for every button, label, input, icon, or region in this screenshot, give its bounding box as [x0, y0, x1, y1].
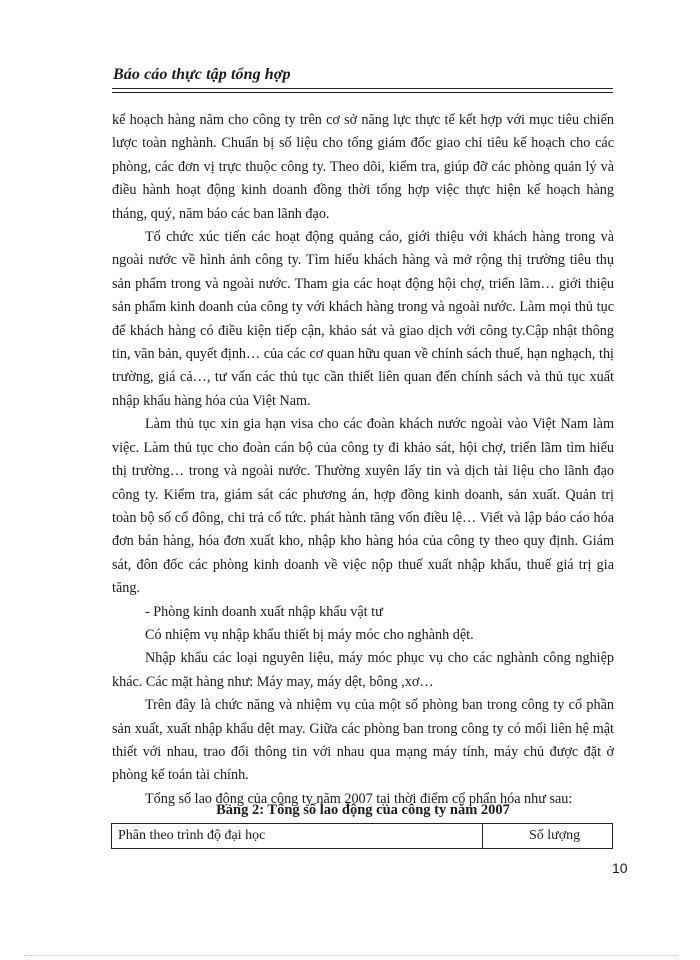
paragraph: Tổng số lao động của công ty năm 2007 tại thời điểm cổ phẩn hóa như sau:: [145, 790, 573, 807]
paragraph: Trên đây là chức năng và nhiệm vụ của một số phòng ban trong công ty cổ phần sản xuất, xuất nhập khẩu dệt may. Giữa các phòng ban trong công ty có mối liên hệ mật thiết với nhau, trao đổi thông tin với nhau qua mạng máy tính, máy chủ được đặt ở phòng kế toán tài chính.: [112, 697, 614, 784]
table-caption: Bảng 2: Tổng số lao động của công ty năm 2007: [216, 802, 510, 818]
table-row: [112, 824, 613, 849]
table-header-cell: Số lượng: [483, 824, 613, 849]
paragraph: Có nhiệm vụ nhập khẩu thiết bị máy móc cho nghành dệt.: [145, 626, 474, 643]
paragraph: kế hoạch hàng năm cho công ty trên cơ sở năng lực thực tế kết hợp với mục tiêu chiến lược toàn nghành. Chuẩn bị số liệu cho tổng giám đốc giao chỉ tiêu kế hoạch cho các phòng, các đơn vị trực thuộc công ty. Theo dõi, kiểm tra, giúp đỡ các phòng quản lý và điều hành hoạt động kinh doanh đồng thời tổng hợp việc thực hiện kế hoạch hàng tháng, quý, năm báo các ban lãnh đạo.: [112, 112, 614, 222]
header-rule: [112, 88, 613, 89]
header-title: Báo cáo thực tập tổng hợp: [113, 66, 291, 83]
page-number: 10: [612, 860, 628, 876]
paragraph: Làm thủ tục xin gia hạn visa cho các đoàn khách nước ngoài vào Việt Nam làm việc. Làm thủ tục cho đoàn cán bộ của công ty đi khảo sát, hội chợ, triển lãm tìm hiểu thị trường… trong và ngoài nước. Thường xuyên lấy tin và dịch tài liệu cho lãnh đạo công ty. Kiểm tra, giám sát các phương án, hợp đồng kinh doanh, sản xuất. Quản trị toàn bộ số cổ đông, chi trả cổ tức. phát hành tăng vốn điều lệ… Viết và lập báo cáo hóa đơn bán hàng, hóa đơn xuất kho, nhập kho hàng hóa của công ty theo quy định. Giám sát, đôn đốc các phòng kinh doanh về việc nộp thuế xuất nhập khẩu, thuế giá trị gia tăng.: [112, 416, 614, 597]
list-item: - Phòng kinh doanh xuất nhập khẩu vật tư: [145, 603, 383, 620]
page-bottom-divider: [24, 955, 676, 956]
staff-table: [111, 823, 613, 849]
paragraph: Tổ chức xúc tiến các hoạt động quảng cáo, giới thiệu với khách hàng trong và ngoài nước về hình ảnh công ty. Tìm hiểu khách hàng và mở rộng thị trường tiêu thụ sản phẩm trong và ngoài nước. Tham gia các hoạt động hội chợ, triển lãm… giới thiệu sản phẩm kinh doanh của công ty với khách hàng trong và ngoài nước. Làm mọi thủ tục để khách hàng có điều kiện tiếp cận, khảo sát và giao dịch với công ty.Cập nhật thông tin, văn bản, quyết định… của các cơ quan hữu quan về chính sách thuế, hạn nghạch, thị trường, giá cả…, tư vấn các thủ tục cần thiết liên quan đến chính sách và thủ tục xuất nhập khẩu hàng hóa của Việt Nam.: [112, 229, 614, 409]
body-text: [112, 109, 614, 811]
paragraph: Nhập khẩu các loại nguyên liệu, máy móc phục vụ cho các nghành công nghiệp khác. Các mặt hàng như: Máy may, máy dệt, bông ,xơ…: [112, 650, 614, 690]
table-header-cell: Phân theo trình độ đại học: [112, 824, 483, 849]
header-rule-secondary: [112, 92, 613, 93]
